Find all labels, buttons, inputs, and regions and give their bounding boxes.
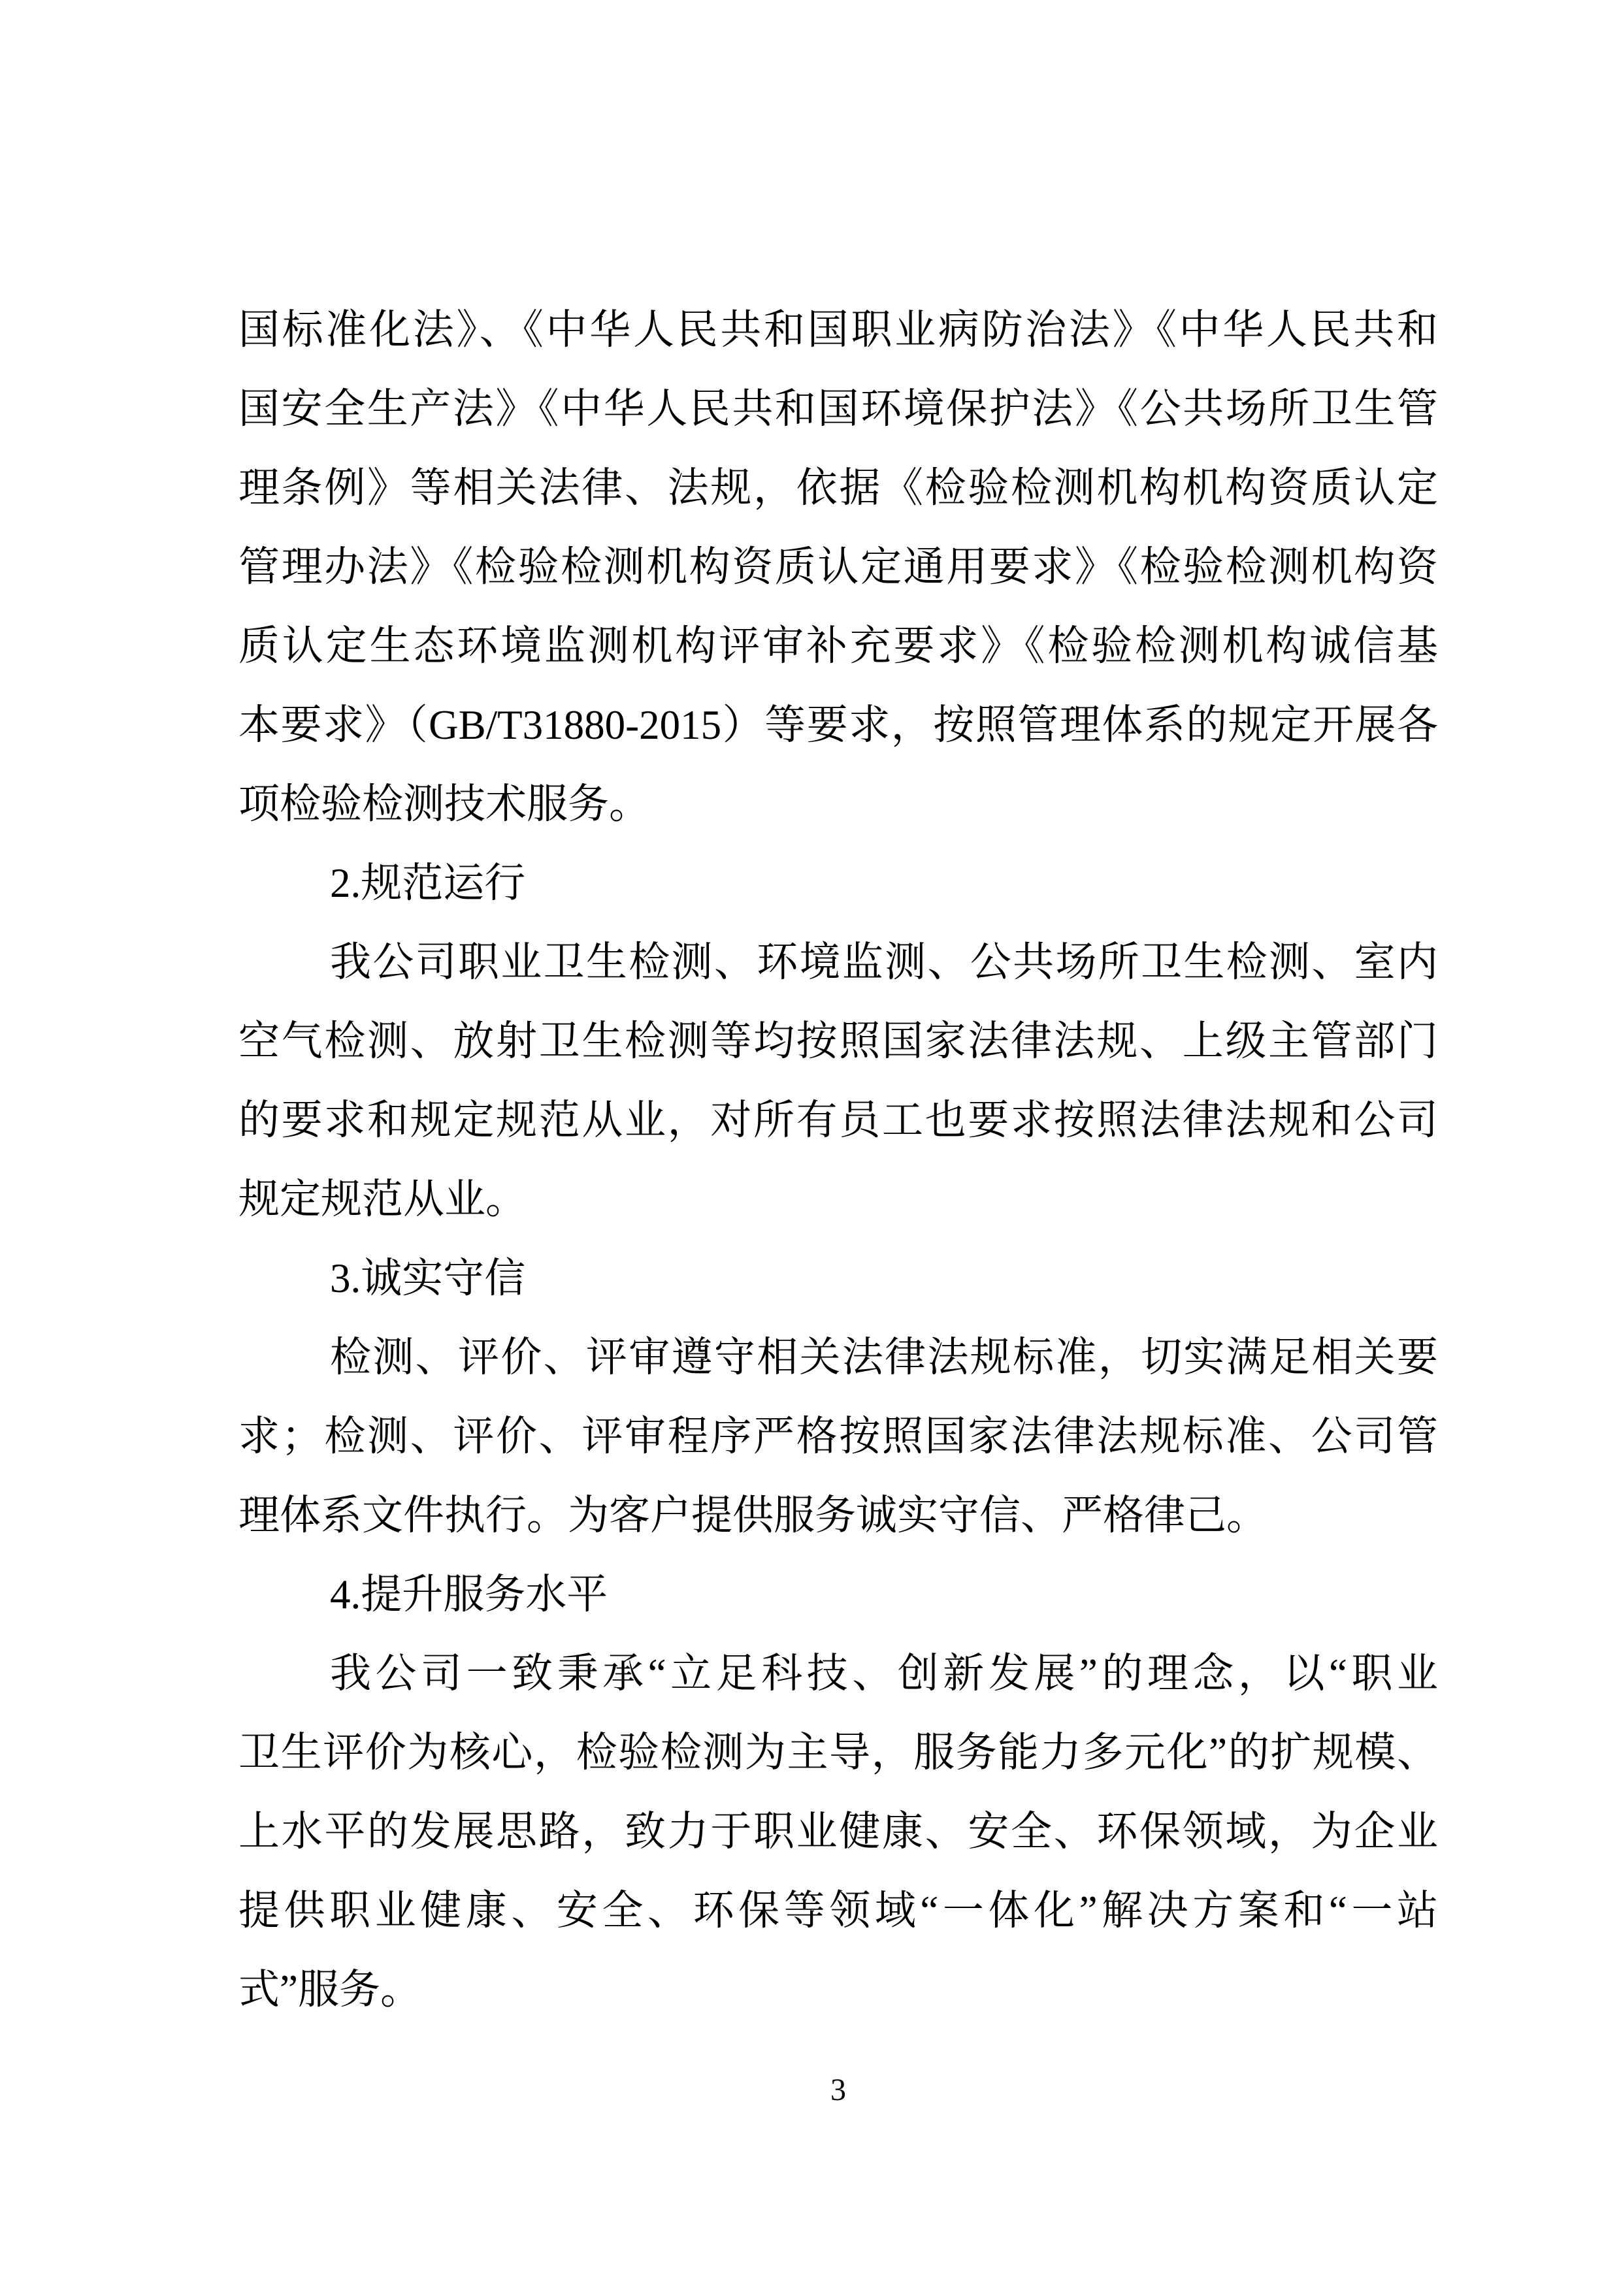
text-line: 本要求》（GB/T31880-2015）等要求，按照管理体系的规定开展各 <box>238 702 1438 748</box>
text-line: 规定规范从业。 <box>238 1176 527 1222</box>
text-line: 国标准化法》、《中华人民共和国职业病防治法》《中华人民共和 <box>238 307 1438 353</box>
text-line: 上水平的发展思路，致力于职业健康、安全、环保领域，为企业 <box>238 1809 1438 1854</box>
text-line: 项检验检测技术服务。 <box>238 781 650 827</box>
text-line: 提供职业健康、安全、环保等领域“一体化”解决方案和“一站 <box>238 1888 1438 1933</box>
section-heading-line: 2.规范运行 <box>330 860 526 906</box>
text-line: 理条例》等相关法律、法规，依据《检验检测机构机构资质认定 <box>238 465 1438 511</box>
text-line: 我公司职业卫生检测、环境监测、公共场所卫生检测、室内 <box>330 939 1438 985</box>
text-line: 检测、评价、评审遵守相关法律法规标准，切实满足相关要 <box>330 1334 1438 1380</box>
text-line: 求；检测、评价、评审程序严格按照国家法律法规标准、公司管 <box>238 1414 1438 1459</box>
page-number: 3 <box>830 2073 846 2107</box>
text-line: 质认定生态环境监测机构评审补充要求》《检验检测机构诚信基 <box>238 623 1438 669</box>
section-heading-line: 4.提升服务水平 <box>330 1572 608 1617</box>
section-heading-line: 3.诚实守信 <box>330 1255 526 1301</box>
text-line: 的要求和规定规范从业，对所有员工也要求按照法律法规和公司 <box>238 1097 1438 1143</box>
text-line: 管理办法》《检验检测机构资质认定通用要求》《检验检测机构资 <box>238 544 1438 590</box>
text-line: 我公司一致秉承“立足科技、创新发展”的理念，以“职业 <box>330 1651 1438 1696</box>
text-line: 国安全生产法》《中华人民共和国环境保护法》《公共场所卫生管 <box>238 386 1438 432</box>
text-line: 空气检测、放射卫生检测等均按照国家法律法规、上级主管部门 <box>238 1018 1438 1064</box>
text-line: 式”服务。 <box>238 1967 421 2013</box>
text-line: 理体系文件执行。为客户提供服务诚实守信、严格律己。 <box>238 1493 1267 1538</box>
document-body-text <box>238 291 1438 2029</box>
text-line: 卫生评价为核心，检验检测为主导，服务能力多元化”的扩规模、 <box>238 1730 1438 1775</box>
